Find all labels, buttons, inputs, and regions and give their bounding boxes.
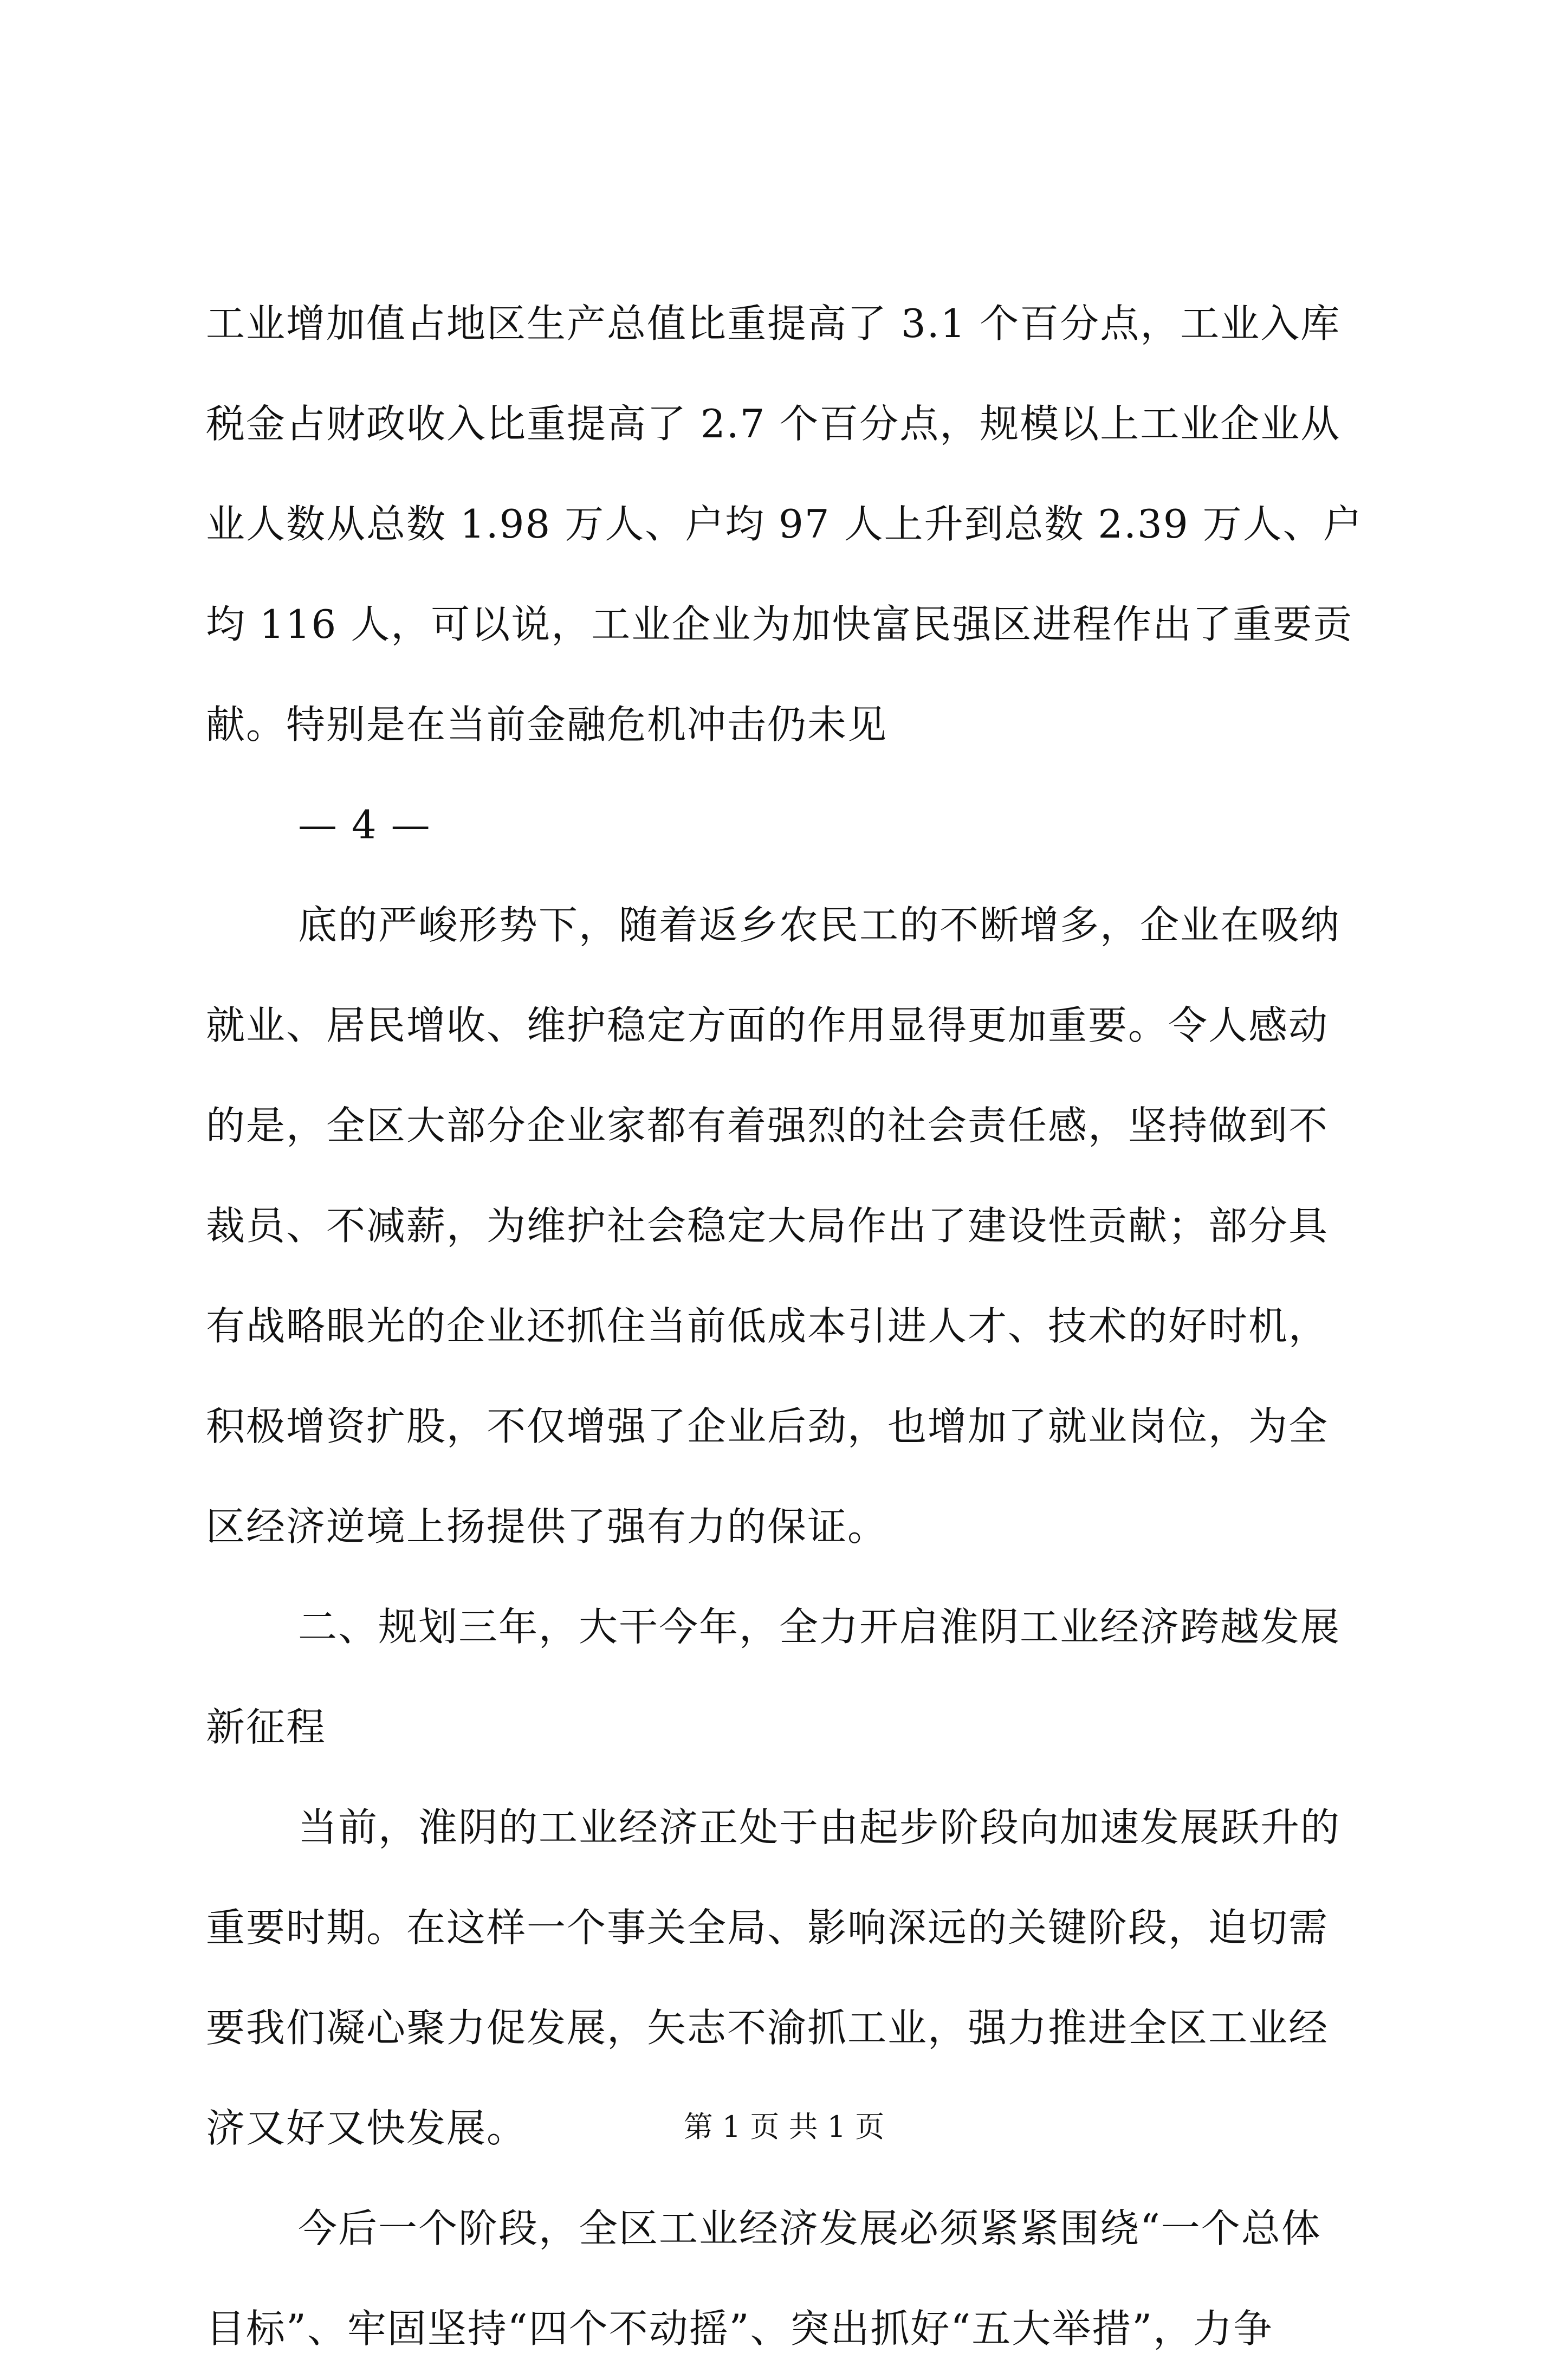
inline-page-number: — 4 — [298, 802, 431, 848]
text-line: 今后一个阶段，全区工业经济发展必须紧紧围绕“一个总体 [298, 2206, 1321, 2251]
text-line: 积极增资扩股，不仅增强了企业后劲，也增加了就业岗位，为全 [206, 1404, 1329, 1449]
text-line: 有战略眼光的企业还抓住当前低成本引进人才、技术的好时机， [206, 1303, 1329, 1349]
text-line: 区经济逆境上扬提供了强有力的保证。 [206, 1504, 888, 1549]
text-line: 要我们凝心聚力促发展，矢志不渝抓工业，强力推进全区工业经 [206, 2005, 1329, 2051]
text-line: 税金占财政收入比重提高了 2.7 个百分点，规模以上工业企业从 [206, 401, 1341, 447]
text-line: 均 116 人，可以说，工业企业为加快富民强区进程作出了重要贡 [206, 602, 1353, 647]
text-line: 当前，淮阴的工业经济正处于由起步阶段向加速发展跃升的 [298, 1805, 1341, 1850]
text-line: 献。特别是在当前金融危机冲击仍未见 [206, 702, 888, 747]
text-line: 目标”、牢固坚持“四个不动摇”、突出抓好“五大举措”，力争 [206, 2306, 1274, 2351]
page-footer: 第 1 页 共 1 页 [683, 2110, 885, 2144]
document-body [206, 274, 1371, 2379]
text-line: 底的严峻形势下，随着返乡农民工的不断增多，企业在吸纳 [298, 902, 1341, 948]
text-line: 就业、居民增收、维护稳定方面的作用显得更加重要。令人感动 [206, 1003, 1329, 1048]
text-line: 重要时期。在这样一个事关全局、影响深远的关键阶段，迫切需 [206, 1905, 1329, 1950]
section-heading: 二、规划三年，大干今年，全力开启淮阴工业经济跨越发展 [298, 1604, 1341, 1650]
text-line: 业人数从总数 1.98 万人、户均 97 人上升到总数 2.39 万人、户 [206, 501, 1363, 547]
text-line: 裁员、不减薪，为维护社会稳定大局作出了建设性贡献；部分具 [206, 1203, 1329, 1249]
text-line: 的是，全区大部分企业家都有着强烈的社会责任感，坚持做到不 [206, 1103, 1329, 1148]
text-line: 工业增加值占地区生产总值比重提高了 3.1 个百分点，工业入库 [206, 301, 1341, 346]
section-heading-continued: 新征程 [206, 1704, 327, 1750]
text-line: 济又好又快发展。 [206, 2105, 527, 2151]
